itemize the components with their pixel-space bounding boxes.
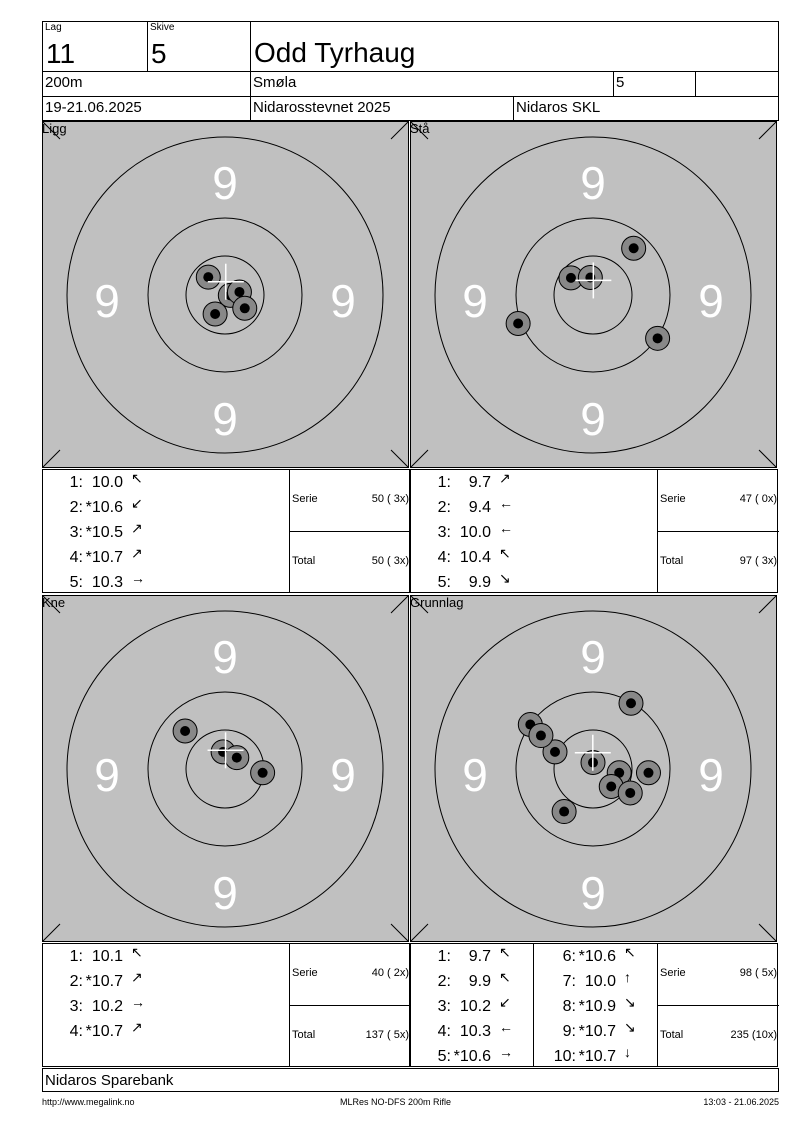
shot-row xyxy=(536,994,656,1023)
shot-value: 10.3 xyxy=(91,574,123,591)
shot-value: 10.1 xyxy=(91,948,123,965)
distance-cell xyxy=(42,71,251,97)
shot-value: 10.2 xyxy=(459,998,491,1015)
shot-row xyxy=(43,969,163,998)
extra-cell xyxy=(695,71,779,97)
hit-core-6 xyxy=(643,768,653,778)
serie-label: Serie xyxy=(292,493,318,505)
organizer-cell xyxy=(513,96,779,121)
total-value: 97 ( 3x) xyxy=(739,555,777,567)
shot-row xyxy=(43,495,163,524)
ring-label-3: 9 xyxy=(330,275,356,327)
shot-value: *10.5 xyxy=(85,524,123,541)
shot-number: 1: xyxy=(437,948,451,965)
panel-3 xyxy=(410,595,778,1068)
ring-label-0: 9 xyxy=(212,631,238,683)
shot-number: 6: xyxy=(562,948,576,965)
result-header xyxy=(42,21,779,121)
class-cell xyxy=(613,71,696,97)
shot-number: 8: xyxy=(562,998,576,1015)
class: 5 xyxy=(616,74,625,91)
footer-software: MLRes NO-DFS 200m Rifle xyxy=(340,1097,452,1107)
shot-value: 10.0 xyxy=(459,524,491,541)
direction-arrow-icon: ↗ xyxy=(131,520,143,536)
direction-arrow-icon: ↘ xyxy=(499,570,511,586)
shot-number: 2: xyxy=(69,973,83,990)
club: Smøla xyxy=(253,74,297,91)
ring-label-1: 9 xyxy=(580,393,606,445)
hit-core-2 xyxy=(513,319,523,329)
lag-value: 11 xyxy=(46,38,76,69)
shot-value: 10.0 xyxy=(584,973,616,990)
hit-core-5 xyxy=(210,309,220,319)
shot-value: *10.9 xyxy=(578,998,616,1015)
direction-arrow-icon: ↖ xyxy=(499,545,511,561)
distance: 200m xyxy=(45,74,83,91)
ring-label-3: 9 xyxy=(698,749,724,801)
direction-arrow-icon: ← xyxy=(499,495,513,511)
lag-label: Lag xyxy=(45,22,62,33)
direction-arrow-icon: ↖ xyxy=(131,470,143,486)
serie-value: 47 ( 0x) xyxy=(739,493,777,505)
shot-value: 9.9 xyxy=(468,973,491,990)
shot-value: *10.7 xyxy=(578,1048,616,1065)
shooter-name: Odd Tyrhaug xyxy=(254,37,416,68)
shot-value: *10.7 xyxy=(85,549,123,566)
serie-value: 98 ( 5x) xyxy=(739,967,777,979)
shot-number: 4: xyxy=(69,1023,83,1040)
direction-arrow-icon: → xyxy=(131,570,145,586)
summary-divider xyxy=(290,1005,411,1006)
shot-value: 9.7 xyxy=(468,474,491,491)
shot-number: 4: xyxy=(437,549,451,566)
sponsor-bar xyxy=(42,1068,779,1092)
ring-label-1: 9 xyxy=(212,867,238,919)
hit-core-3 xyxy=(566,273,576,283)
hit-core-2 xyxy=(258,768,268,778)
dates: 19-21.06.2025 xyxy=(45,99,142,116)
serie-value: 40 ( 2x) xyxy=(371,967,409,979)
summary-divider xyxy=(658,1005,779,1006)
hit-core-3 xyxy=(536,731,546,741)
ring-label-3: 9 xyxy=(330,749,356,801)
shot-row xyxy=(43,994,163,1023)
name-cell xyxy=(250,21,779,72)
shot-value: 9.4 xyxy=(468,499,491,516)
event-cell xyxy=(250,96,514,121)
shot-row xyxy=(411,1019,531,1048)
serie-value: 50 ( 3x) xyxy=(371,493,409,505)
hit-core-10 xyxy=(625,788,635,798)
skive-cell xyxy=(147,21,251,72)
direction-arrow-icon: → xyxy=(499,1044,513,1060)
ring-label-2: 9 xyxy=(462,749,488,801)
hit-core-5 xyxy=(653,333,663,343)
shot-row xyxy=(411,520,531,549)
total-value: 137 ( 5x) xyxy=(365,1029,409,1041)
panel-1 xyxy=(410,121,778,594)
ring-label-3: 9 xyxy=(698,275,724,327)
summary-box xyxy=(657,470,779,592)
shot-number: 1: xyxy=(437,474,451,491)
footer-timestamp: 13:03 - 21.06.2025 xyxy=(703,1097,779,1107)
shot-row xyxy=(411,495,531,524)
shot-row xyxy=(536,944,656,973)
club-cell xyxy=(250,71,614,97)
shot-list xyxy=(410,469,778,593)
direction-arrow-icon: ↘ xyxy=(624,1019,636,1035)
shot-row xyxy=(536,1019,656,1048)
shot-row xyxy=(536,969,656,998)
shot-list xyxy=(410,943,778,1067)
shot-value: *10.6 xyxy=(453,1048,491,1065)
panel-title: Ligg xyxy=(42,121,67,136)
direction-arrow-icon: ↓ xyxy=(624,1044,631,1060)
total-label: Total xyxy=(660,1029,684,1041)
shot-value: 9.7 xyxy=(468,948,491,965)
shot-row xyxy=(411,944,531,973)
shot-number: 1: xyxy=(69,474,83,491)
shot-row xyxy=(411,994,531,1023)
shot-row xyxy=(43,545,163,574)
shot-number: 3: xyxy=(437,524,451,541)
shot-number: 9: xyxy=(562,1023,576,1040)
panel-title: Grunnlag xyxy=(410,595,464,610)
skive-label: Skive xyxy=(150,22,175,33)
shot-value: *10.7 xyxy=(85,1023,123,1040)
direction-arrow-icon: ↗ xyxy=(131,545,143,561)
total-value: 50 ( 3x) xyxy=(371,555,409,567)
direction-arrow-icon: ↙ xyxy=(131,495,143,511)
hit-core-9 xyxy=(559,807,569,817)
summary-box xyxy=(289,944,411,1066)
direction-arrow-icon: ↑ xyxy=(624,969,631,985)
direction-arrow-icon: ↖ xyxy=(131,944,143,960)
shot-value: *10.7 xyxy=(85,973,123,990)
shot-value: 9.9 xyxy=(468,574,491,591)
ring-label-0: 9 xyxy=(212,157,238,209)
summary-divider xyxy=(658,531,779,532)
hit-core-1 xyxy=(180,726,190,736)
direction-arrow-icon: ← xyxy=(499,520,513,536)
lag-cell xyxy=(42,21,148,72)
total-label: Total xyxy=(292,555,316,567)
total-label: Total xyxy=(660,555,684,567)
shot-value: 10.2 xyxy=(91,998,123,1015)
hit-core-4 xyxy=(232,753,242,763)
panel-title: Stå xyxy=(410,121,430,136)
shot-number: 7: xyxy=(562,973,576,990)
ring-label-2: 9 xyxy=(462,275,488,327)
shot-row xyxy=(43,944,163,973)
direction-arrow-icon: ↗ xyxy=(131,969,143,985)
panel-2 xyxy=(42,595,410,1068)
summary-box xyxy=(289,470,411,592)
direction-arrow-icon: ↖ xyxy=(624,944,636,960)
direction-arrow-icon: ↖ xyxy=(499,944,511,960)
hit-core-4 xyxy=(240,303,250,313)
summary-divider xyxy=(290,531,411,532)
shot-number: 2: xyxy=(437,499,451,516)
direction-arrow-icon: → xyxy=(131,994,145,1010)
shot-number: 2: xyxy=(69,499,83,516)
organizer: Nidaros SKL xyxy=(516,99,601,116)
shot-number: 10: xyxy=(553,1048,576,1065)
direction-arrow-icon: ↗ xyxy=(499,470,511,486)
serie-label: Serie xyxy=(292,967,318,979)
ring-label-0: 9 xyxy=(580,631,606,683)
hit-core-3 xyxy=(234,287,244,297)
footer-url[interactable]: http://www.megalink.no xyxy=(42,1097,135,1107)
shot-value: *10.6 xyxy=(578,948,616,965)
shot-value: 10.4 xyxy=(459,549,491,566)
shot-number: 3: xyxy=(437,998,451,1015)
shot-value: 10.3 xyxy=(459,1023,491,1040)
serie-label: Serie xyxy=(660,967,686,979)
target-2 xyxy=(42,595,410,943)
shot-number: 3: xyxy=(69,524,83,541)
total-label: Total xyxy=(292,1029,316,1041)
shot-number: 2: xyxy=(437,973,451,990)
shot-value: *10.6 xyxy=(85,499,123,516)
target-1 xyxy=(410,121,778,469)
total-value: 235 (10x) xyxy=(730,1029,777,1041)
shot-number: 5: xyxy=(69,574,83,591)
hit-core-2 xyxy=(550,747,560,757)
shot-row xyxy=(411,969,531,998)
ring-label-1: 9 xyxy=(212,393,238,445)
hit-core-8 xyxy=(606,781,616,791)
panel-title: Kne xyxy=(42,595,66,610)
shot-number: 1: xyxy=(69,948,83,965)
shot-number: 4: xyxy=(69,549,83,566)
direction-arrow-icon: ↘ xyxy=(624,994,636,1010)
shot-row xyxy=(43,520,163,549)
shot-number: 5: xyxy=(437,1048,451,1065)
column-divider xyxy=(533,944,534,1066)
shot-value: *10.7 xyxy=(578,1023,616,1040)
shot-number: 5: xyxy=(437,574,451,591)
dates-cell xyxy=(42,96,251,121)
event: Nidarosstevnet 2025 xyxy=(253,99,391,116)
direction-arrow-icon: ↖ xyxy=(499,969,511,985)
shot-number: 4: xyxy=(437,1023,451,1040)
shot-value: 10.0 xyxy=(91,474,123,491)
ring-label-0: 9 xyxy=(580,157,606,209)
shot-list xyxy=(42,943,410,1067)
hit-core-5 xyxy=(626,698,636,708)
direction-arrow-icon: ← xyxy=(499,1019,513,1035)
shot-number: 3: xyxy=(69,998,83,1015)
summary-box xyxy=(657,944,779,1066)
ring-label-1: 9 xyxy=(580,867,606,919)
target-3 xyxy=(410,595,778,943)
shot-row xyxy=(411,470,531,499)
ring-label-2: 9 xyxy=(94,275,120,327)
panel-0 xyxy=(42,121,410,594)
direction-arrow-icon: ↙ xyxy=(499,994,511,1010)
shot-row xyxy=(43,470,163,499)
shot-list xyxy=(42,469,410,593)
serie-label: Serie xyxy=(660,493,686,505)
hit-core-1 xyxy=(629,243,639,253)
skive-value: 5 xyxy=(151,38,167,69)
shot-row xyxy=(43,1019,163,1048)
shot-row xyxy=(411,545,531,574)
target-0 xyxy=(42,121,410,469)
ring-label-2: 9 xyxy=(94,749,120,801)
sponsor: Nidaros Sparebank xyxy=(45,1072,174,1089)
direction-arrow-icon: ↗ xyxy=(131,1019,143,1035)
hit-core-1 xyxy=(203,272,213,282)
